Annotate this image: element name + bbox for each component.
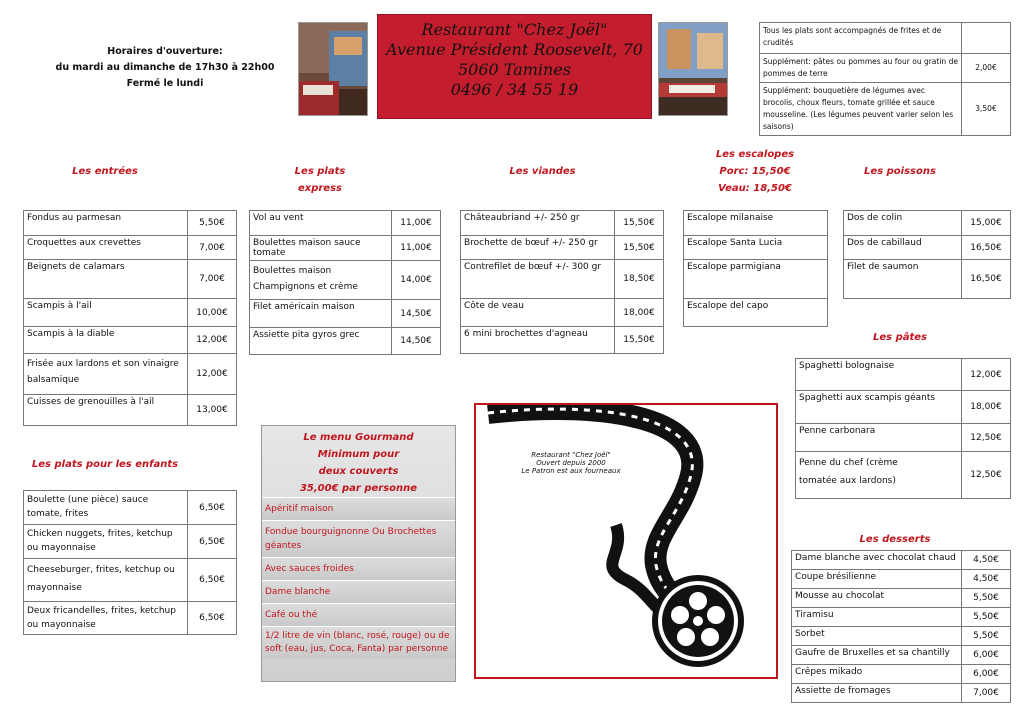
dish-name: Frisée aux lardons et son vinaigre balsamique bbox=[24, 354, 188, 395]
dish-name: Scampis à la diable bbox=[24, 327, 188, 354]
restaurant-address: Avenue Président Roosevelt, 70 bbox=[386, 40, 643, 59]
dish-price: 5,50€ bbox=[962, 627, 1011, 646]
hours-title: Horaires d'ouverture: bbox=[107, 46, 223, 57]
dish-price: 7,00€ bbox=[962, 684, 1011, 703]
table-row bbox=[461, 260, 664, 299]
dish-name: Brochette de bœuf +/- 250 gr bbox=[461, 236, 615, 260]
table-row bbox=[24, 299, 237, 327]
note-price: 3,50€ bbox=[962, 83, 1011, 136]
dish-name: Cuisses de grenouilles à l'ail bbox=[24, 395, 188, 426]
escalopes-title: Les escalopes bbox=[715, 149, 795, 160]
table-row bbox=[24, 354, 237, 395]
escalopes-veau-price: Veau: 18,50€ bbox=[718, 183, 792, 194]
restaurant-city: 5060 Tamines bbox=[457, 60, 572, 79]
table-row bbox=[250, 211, 441, 236]
dish-name: Boulettes maison Champignons et crème bbox=[250, 261, 392, 300]
dish-name: 6 mini brochettes d'agneau bbox=[461, 327, 615, 354]
table-row bbox=[684, 260, 828, 299]
entrees-table bbox=[23, 210, 237, 426]
dish-name: Escalope Santa Lucia bbox=[684, 236, 828, 260]
escalopes-table bbox=[683, 210, 828, 327]
table-row bbox=[792, 665, 1011, 684]
dish-price: 4,50€ bbox=[962, 570, 1011, 589]
dish-name: Mousse au chocolat bbox=[792, 589, 962, 608]
table-row bbox=[844, 236, 1011, 260]
menu-gourmand-sub2: deux couverts bbox=[318, 466, 399, 477]
dish-name: Vol au vent bbox=[250, 211, 392, 236]
table-row bbox=[24, 559, 237, 602]
dish-price: 12,00€ bbox=[962, 359, 1011, 391]
dish-price: 12,00€ bbox=[188, 327, 237, 354]
dish-name: Penne du chef (crème tomatée aux lardons) bbox=[796, 452, 962, 499]
table-row bbox=[844, 211, 1011, 236]
table-row bbox=[684, 211, 828, 236]
dish-price: 12,50€ bbox=[962, 452, 1011, 499]
note-text: Tous les plats sont accompagnés de frites et de crudités bbox=[760, 23, 962, 54]
dish-name: Tiramisu bbox=[792, 608, 962, 627]
dish-name: Beignets de calamars bbox=[24, 260, 188, 299]
express-table bbox=[249, 210, 441, 355]
viandes-table bbox=[460, 210, 664, 354]
menu-gourmand-item: Avec sauces froides bbox=[262, 557, 455, 580]
table-row bbox=[796, 391, 1011, 424]
table-row bbox=[24, 395, 237, 426]
dish-price: 6,50€ bbox=[188, 525, 237, 559]
menu-gourmand-sub1: Minimum pour bbox=[317, 449, 400, 460]
dish-price: 18,00€ bbox=[962, 391, 1011, 424]
dish-price: 16,50€ bbox=[962, 236, 1011, 260]
table-row bbox=[796, 452, 1011, 499]
dish-name: Dos de colin bbox=[844, 211, 962, 236]
desserts-table bbox=[791, 550, 1011, 703]
dish-name: Spaghetti aux scampis géants bbox=[796, 391, 962, 424]
table-row bbox=[250, 300, 441, 328]
restaurant-phone[interactable]: 0496 / 34 55 19 bbox=[450, 80, 579, 99]
dish-name: Deux fricandelles, frites, ketchup ou mayonnaise bbox=[24, 602, 188, 635]
dish-name: Dame blanche avec chocolat chaud bbox=[792, 551, 962, 570]
restaurant-name: Restaurant "Chez Joël" bbox=[421, 20, 608, 39]
dish-price: 14,50€ bbox=[392, 300, 441, 328]
escalopes-porc-price: Porc: 15,50€ bbox=[719, 166, 791, 177]
table-row bbox=[760, 83, 1011, 136]
table-row bbox=[250, 261, 441, 300]
dish-name: Escalope parmigiana bbox=[684, 260, 828, 299]
dish-price: 14,50€ bbox=[392, 328, 441, 355]
note-text: Supplément: pâtes ou pommes au four ou gratin de pommes de terre bbox=[760, 54, 962, 83]
table-row bbox=[792, 684, 1011, 703]
dish-price: 15,50€ bbox=[615, 236, 664, 260]
dish-price: 4,50€ bbox=[962, 551, 1011, 570]
menu-gourmand-item: Dame blanche bbox=[262, 580, 455, 603]
dish-price: 11,00€ bbox=[392, 236, 441, 261]
dish-name: Coupe brésilienne bbox=[792, 570, 962, 589]
dish-price: 15,00€ bbox=[962, 211, 1011, 236]
menu-gourmand-title: Le menu Gourmand bbox=[303, 432, 414, 443]
dish-price: 5,50€ bbox=[962, 608, 1011, 627]
dish-price: 6,50€ bbox=[188, 602, 237, 635]
enfants-table bbox=[23, 490, 237, 635]
dish-price: 7,00€ bbox=[188, 260, 237, 299]
table-row bbox=[792, 646, 1011, 665]
dish-name: Côte de veau bbox=[461, 299, 615, 327]
film-logo-frame bbox=[474, 403, 778, 679]
table-row bbox=[844, 260, 1011, 299]
menu-gourmand-item: Café ou thé bbox=[262, 603, 455, 626]
dish-price: 12,50€ bbox=[962, 424, 1011, 452]
dish-price: 12,00€ bbox=[188, 354, 237, 395]
supplements-table bbox=[759, 22, 1011, 136]
section-title-pates: Les pâtes bbox=[872, 332, 927, 343]
table-row bbox=[792, 608, 1011, 627]
section-title-viandes: Les viandes bbox=[509, 166, 576, 177]
section-title-desserts: Les desserts bbox=[859, 534, 931, 545]
dish-price: 13,00€ bbox=[188, 395, 237, 426]
section-title-express bbox=[270, 163, 370, 197]
dish-price: 15,50€ bbox=[615, 211, 664, 236]
dish-price: 5,50€ bbox=[962, 589, 1011, 608]
dish-name: Assiette de fromages bbox=[792, 684, 962, 703]
restaurant-header bbox=[377, 14, 652, 119]
dish-price: 10,00€ bbox=[188, 299, 237, 327]
dish-name: Assiette pita gyros grec bbox=[250, 328, 392, 355]
restaurant-photo-left bbox=[298, 22, 368, 116]
dish-name: Escalope del capo bbox=[684, 299, 828, 327]
table-row bbox=[792, 570, 1011, 589]
table-row bbox=[684, 299, 828, 327]
dish-name: Escalope milanaise bbox=[684, 211, 828, 236]
menu-gourmand-item: 1/2 litre de vin (blanc, rosé, rouge) ou de soft (eau, jus, Coca, Fanta) par personne bbox=[262, 626, 455, 659]
dish-price: 6,00€ bbox=[962, 665, 1011, 684]
table-row bbox=[24, 327, 237, 354]
dish-price: 11,00€ bbox=[392, 211, 441, 236]
section-title-escalopes bbox=[695, 146, 815, 197]
menu-gourmand bbox=[261, 425, 456, 682]
dish-name: Filet de saumon bbox=[844, 260, 962, 299]
menu-gourmand-item: Apéritif maison bbox=[262, 497, 455, 520]
note-price bbox=[962, 23, 1011, 54]
dish-price: 18,00€ bbox=[615, 299, 664, 327]
table-row bbox=[792, 627, 1011, 646]
section-title-entrees: Les entrées bbox=[72, 166, 138, 177]
menu-gourmand-header bbox=[262, 426, 455, 497]
table-row bbox=[792, 589, 1011, 608]
hours-line: du mardi au dimanche de 17h30 à 22h00 bbox=[55, 62, 275, 73]
section-title-enfants: Les plats pour les enfants bbox=[31, 459, 179, 470]
closed-day: Fermé le lundi bbox=[126, 78, 204, 89]
dish-name: Fondus au parmesan bbox=[24, 211, 188, 236]
table-row bbox=[461, 327, 664, 354]
table-row bbox=[24, 525, 237, 559]
film-logo-line1: Restaurant "Chez Joël" bbox=[531, 451, 611, 459]
dish-name: Spaghetti bolognaise bbox=[796, 359, 962, 391]
dish-price: 18,50€ bbox=[615, 260, 664, 299]
table-row bbox=[792, 551, 1011, 570]
note-price: 2,00€ bbox=[962, 54, 1011, 83]
pates-table bbox=[795, 358, 1011, 499]
dish-price: 15,50€ bbox=[615, 327, 664, 354]
poissons-table bbox=[843, 210, 1011, 299]
note-text: Supplément: bouquetière de légumes avec brocolis, choux fleurs, tomate grillée et sauce mousseline. (Les légumes peuvent varier selon les saisons) bbox=[760, 83, 962, 136]
dish-price: 6,50€ bbox=[188, 491, 237, 525]
dish-price: 16,50€ bbox=[962, 260, 1011, 299]
section-title-poissons: Les poissons bbox=[864, 166, 936, 177]
dish-name: Boulette (une pièce) sauce tomate, frites bbox=[24, 491, 188, 525]
table-row bbox=[461, 211, 664, 236]
dish-price: 6,00€ bbox=[962, 646, 1011, 665]
table-row bbox=[24, 491, 237, 525]
table-row bbox=[24, 236, 237, 260]
table-row bbox=[760, 23, 1011, 54]
film-logo-text bbox=[506, 451, 636, 475]
dish-name: Châteaubriand +/- 250 gr bbox=[461, 211, 615, 236]
dish-price: 5,50€ bbox=[188, 211, 237, 236]
table-row bbox=[24, 260, 237, 299]
dish-name: Crêpes mikado bbox=[792, 665, 962, 684]
opening-hours bbox=[40, 44, 290, 92]
table-row bbox=[796, 424, 1011, 452]
table-row bbox=[796, 359, 1011, 391]
menu-gourmand-price: 35,00€ par personne bbox=[299, 483, 418, 494]
restaurant-photo-right bbox=[658, 22, 728, 116]
express-title-line2: express bbox=[297, 183, 342, 194]
dish-name: Boulettes maison sauce tomate bbox=[250, 236, 392, 261]
table-row bbox=[760, 54, 1011, 83]
film-reel-icon bbox=[476, 405, 776, 677]
table-row bbox=[24, 602, 237, 635]
dish-price: 7,00€ bbox=[188, 236, 237, 260]
dish-name: Chicken nuggets, frites, ketchup ou mayonnaise bbox=[24, 525, 188, 559]
table-row bbox=[24, 211, 237, 236]
table-row bbox=[684, 236, 828, 260]
dish-name: Croquettes aux crevettes bbox=[24, 236, 188, 260]
dish-name: Scampis à l'ail bbox=[24, 299, 188, 327]
table-row bbox=[250, 236, 441, 261]
dish-name: Cheeseburger, frites, ketchup ou mayonnaise bbox=[24, 559, 188, 602]
table-row bbox=[461, 299, 664, 327]
table-row bbox=[461, 236, 664, 260]
film-logo-line3: Le Patron est aux fourneaux bbox=[521, 467, 621, 475]
dish-price: 6,50€ bbox=[188, 559, 237, 602]
dish-name: Gaufre de Bruxelles et sa chantilly bbox=[792, 646, 962, 665]
dish-name: Dos de cabillaud bbox=[844, 236, 962, 260]
table-row bbox=[250, 328, 441, 355]
film-logo-line2: Ouvert depuis 2000 bbox=[536, 459, 606, 467]
dish-name: Penne carbonara bbox=[796, 424, 962, 452]
menu-gourmand-item: Fondue bourguignonne Ou Brochettes géantes bbox=[262, 520, 455, 557]
dish-name: Sorbet bbox=[792, 627, 962, 646]
express-title-line1: Les plats bbox=[294, 166, 346, 177]
dish-name: Filet américain maison bbox=[250, 300, 392, 328]
dish-price: 14,00€ bbox=[392, 261, 441, 300]
dish-name: Contrefilet de bœuf +/- 300 gr bbox=[461, 260, 615, 299]
